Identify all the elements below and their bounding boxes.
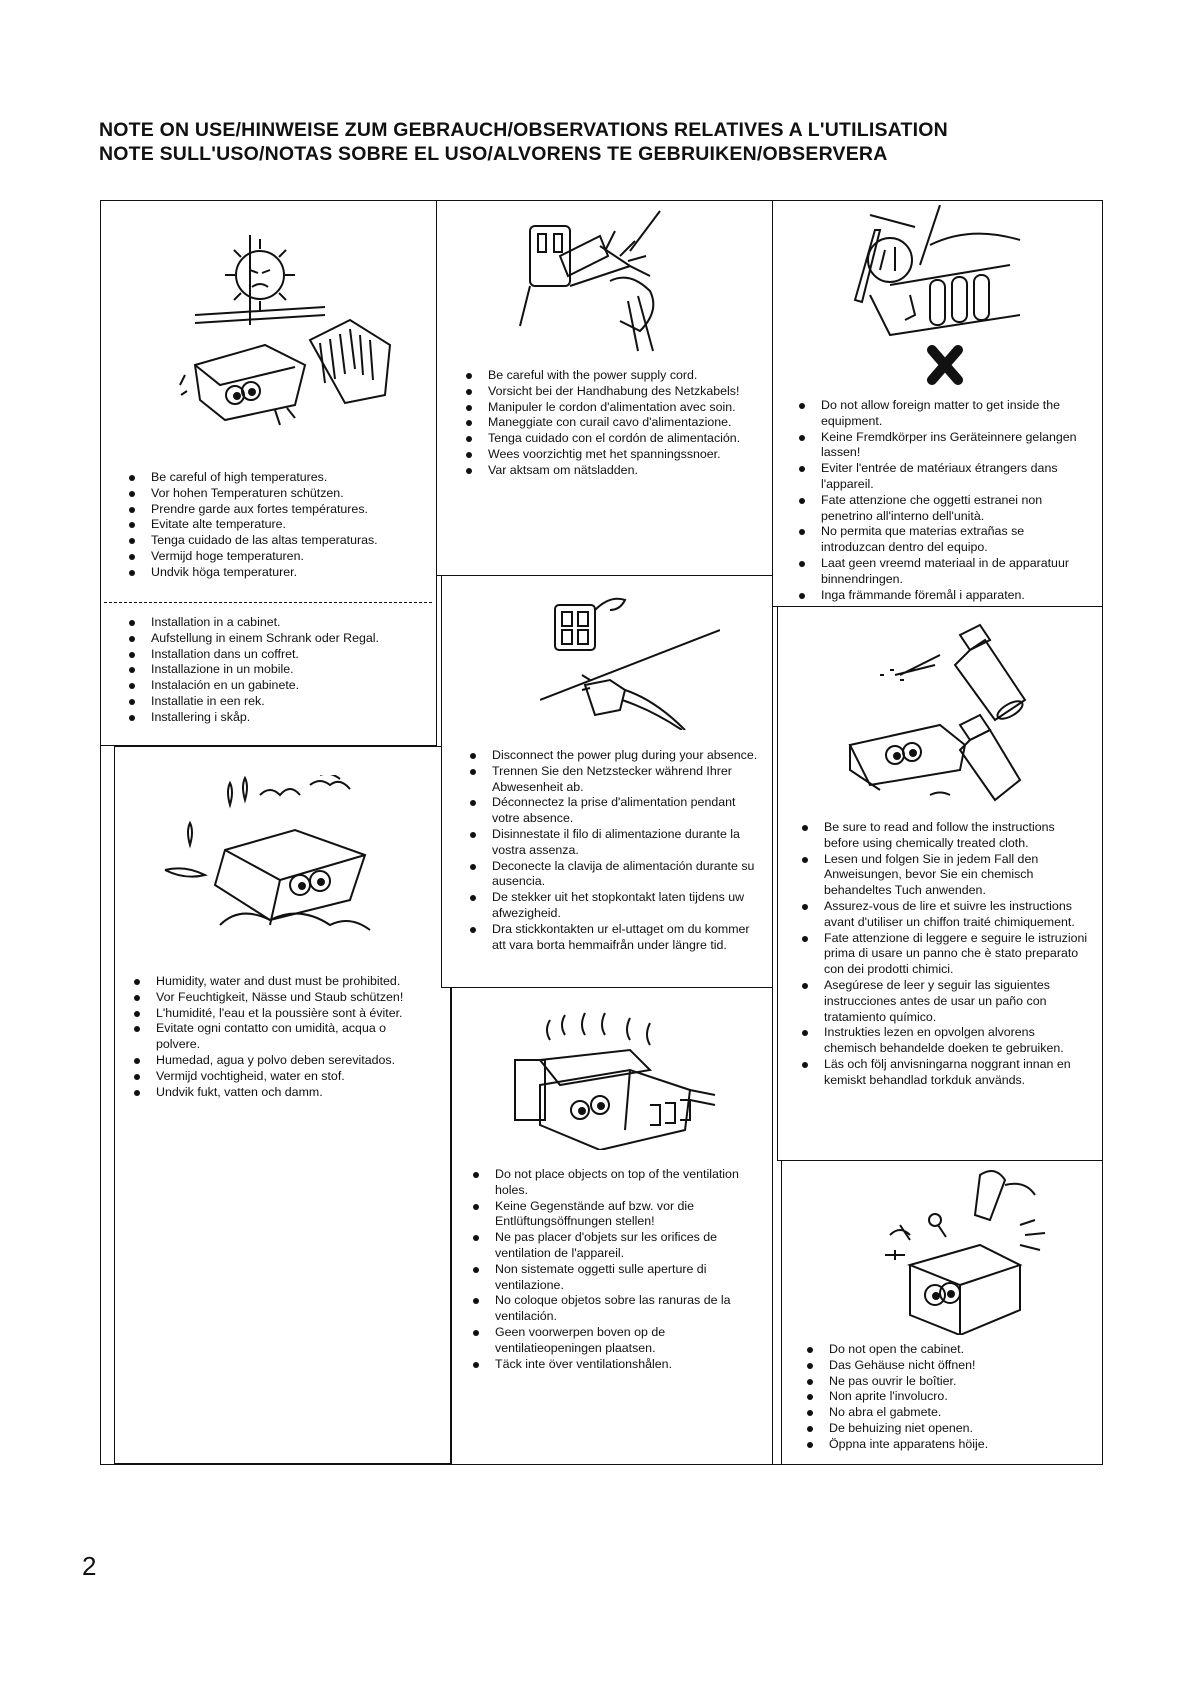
notes-cord — [462, 368, 756, 479]
notes-foreign — [795, 398, 1085, 603]
list-item: Trennen Sie den Netzstecker während Ihrer Abwesenheit ab. — [466, 764, 758, 796]
page-title-line-2: NOTE SULL'USO/NOTAS SOBRE EL USO/ALVORENS TE GEBRUIKEN/OBSERVERA — [99, 143, 888, 165]
list-item: Be careful of high temperatures. — [125, 470, 417, 486]
list-item: Das Gehäuse nicht öffnen! — [803, 1358, 1088, 1374]
list-item: Lesen und folgen Sie in jedem Fall den Anweisungen, bevor Sie ein chemisch behandeltes Tuch anwenden. — [798, 852, 1088, 899]
list-item: Öppna inte apparatens höije. — [803, 1437, 1088, 1453]
list-item: Prendre garde aux fortes températures. — [125, 502, 417, 518]
list-item: Fate attenzione che oggetti estranei non penetrino all'interno dell'unità. — [795, 493, 1085, 525]
list-item: No coloque objetos sobre las ranuras de la ventilación. — [469, 1293, 759, 1325]
list-item: Installation dans un coffret. — [125, 647, 417, 663]
list-item: De stekker uit het stopkontakt laten tijdens uw afwezigheid. — [466, 890, 758, 922]
list-item: Be sure to read and follow the instructions before using chemically treated cloth. — [798, 820, 1088, 852]
list-item: Evitate ogni contatto con umidità, acqua o polvere. — [130, 1021, 422, 1053]
list-item: Evitate alte temperature. — [125, 517, 417, 533]
list-item: Läs och följ anvisningarna noggrant innan en kemiskt behandlad torkduk används. — [798, 1057, 1088, 1089]
list-item: Inga främmande föremål i apparaten. — [795, 588, 1085, 604]
page-title — [99, 118, 1099, 166]
list-item: Instrukties lezen en opvolgen alvorens chemisch behandelde doeken te gebruiken. — [798, 1025, 1088, 1057]
notes-heat — [125, 470, 417, 581]
list-item: Disinnestate il filo di alimentazione durante la vostra assenza. — [466, 827, 758, 859]
list-item: Humedad, agua y polvo deben serevitados. — [130, 1053, 422, 1069]
list-item: Keine Fremdkörper ins Geräteinnere gelangen lassen! — [795, 430, 1085, 462]
open-cabinet-icon — [880, 1165, 1050, 1335]
list-item: Vor hohen Temperaturen schützen. — [125, 486, 417, 502]
list-item: De behuizing niet openen. — [803, 1421, 1088, 1437]
list-item: Be careful with the power supply cord. — [462, 368, 756, 384]
list-item: Aufstellung in einem Schrank oder Regal. — [125, 631, 417, 647]
list-item: No abra el gabmete. — [803, 1405, 1088, 1421]
list-item: Tenga cuidado de las altas temperaturas. — [125, 533, 417, 549]
notes-open — [803, 1342, 1088, 1453]
power-cord-plug-icon — [510, 206, 710, 356]
ventilation-holes-icon — [510, 1005, 720, 1150]
list-item: Vermijd hoge temperaturen. — [125, 549, 417, 565]
humidity-water-dust-icon — [160, 775, 390, 950]
list-item: Dra stickkontakten ur el-uttaget om du kommer att vara borta hemmaifrån under längre tid. — [466, 922, 758, 954]
list-item: Non aprite l'involucro. — [803, 1389, 1088, 1405]
list-item: Deconecte la clavija de alimentación durante su ausencia. — [466, 859, 758, 891]
list-item: Déconnectez la prise d'alimentation pendant votre absence. — [466, 795, 758, 827]
list-item: Asegúrese de leer y seguir las siguientes instrucciones antes de usar un paño con tratamiento químico. — [798, 978, 1088, 1025]
notes-spray — [798, 820, 1088, 1089]
list-item: Do not place objects on top of the ventilation holes. — [469, 1167, 759, 1199]
list-item: Non sistemate oggetti sulle aperture di ventilazione. — [469, 1262, 759, 1294]
list-item: Humidity, water and dust must be prohibited. — [130, 974, 422, 990]
notes-vents — [469, 1167, 759, 1372]
list-item: No permita que materias extrañas se introduzcan dentro del equipo. — [795, 524, 1085, 556]
list-item: Täck inte över ventilationshålen. — [469, 1357, 759, 1373]
list-item: Maneggiate con curail cavo d'alimentazione. — [462, 415, 756, 431]
list-item: Wees voorzichtig met het spanningssnoer. — [462, 447, 756, 463]
list-item: L'humidité, l'eau et la poussière sont à éviter. — [130, 1006, 422, 1022]
wall-outlet-unplug-icon — [540, 590, 720, 730]
list-item: Fate attenzione di leggere e seguire le istruzioni prima di usare un panno che è stato preparato con dei prodotti chimici. — [798, 931, 1088, 978]
list-item: Do not open the cabinet. — [803, 1342, 1088, 1358]
sun-heater-heat-icon — [175, 225, 405, 450]
list-item: Undvik fukt, vatten och damm. — [130, 1085, 422, 1101]
list-item: Ne pas placer d'objets sur les orifices de ventilation de l'appareil. — [469, 1230, 759, 1262]
list-item: Disconnect the power plug during your absence. — [466, 748, 758, 764]
list-item: Installazione in un mobile. — [125, 662, 417, 678]
notes-humidity — [130, 974, 422, 1100]
list-item: Installatie in een rek. — [125, 694, 417, 710]
list-item: Tenga cuidado con el cordón de alimentación. — [462, 431, 756, 447]
page-number: 2 — [82, 1551, 97, 1581]
list-item: Ne pas ouvrir le boîtier. — [803, 1374, 1088, 1390]
list-item: Instalación en un gabinete. — [125, 678, 417, 694]
list-item: Manipuler le cordon d'alimentation avec soin. — [462, 400, 756, 416]
list-item: Undvik höga temperaturer. — [125, 565, 417, 581]
list-item: Installering i skåp. — [125, 710, 417, 726]
list-item: Assurez-vous de lire et suivre les instructions avant d'utiliser un chiffon traité chimiquement. — [798, 899, 1088, 931]
list-item: Laat geen vreemd materiaal in de apparatuur binnendringen. — [795, 556, 1085, 588]
list-item: Geen voorwerpen boven op de ventilatieopeningen plaatsen. — [469, 1325, 759, 1357]
list-item: Keine Gegenstände auf bzw. vor die Entlüftungsöffnungen stellen! — [469, 1199, 759, 1231]
notes-cabinet — [125, 615, 417, 726]
list-item: Vor Feuchtigkeit, Nässe und Staub schützen! — [130, 990, 422, 1006]
list-item: Eviter l'entrée de matériaux étrangers dans l'appareil. — [795, 461, 1085, 493]
dashed-divider — [104, 602, 432, 603]
list-item: Do not allow foreign matter to get inside the equipment. — [795, 398, 1085, 430]
notes-unplug — [466, 748, 758, 953]
page-title-line-1: NOTE ON USE/HINWEISE ZUM GEBRAUCH/OBSERVATIONS RELATIVES A L'UTILISATION — [99, 119, 948, 141]
list-item: Installation in a cabinet. — [125, 615, 417, 631]
chemical-spray-icon — [840, 615, 1060, 810]
list-item: Var aktsam om nätsladden. — [462, 463, 756, 479]
list-item: Vorsicht bei der Handhabung des Netzkabels! — [462, 384, 756, 400]
foreign-matter-icon — [830, 205, 1030, 390]
list-item: Vermijd vochtigheid, water en stof. — [130, 1069, 422, 1085]
